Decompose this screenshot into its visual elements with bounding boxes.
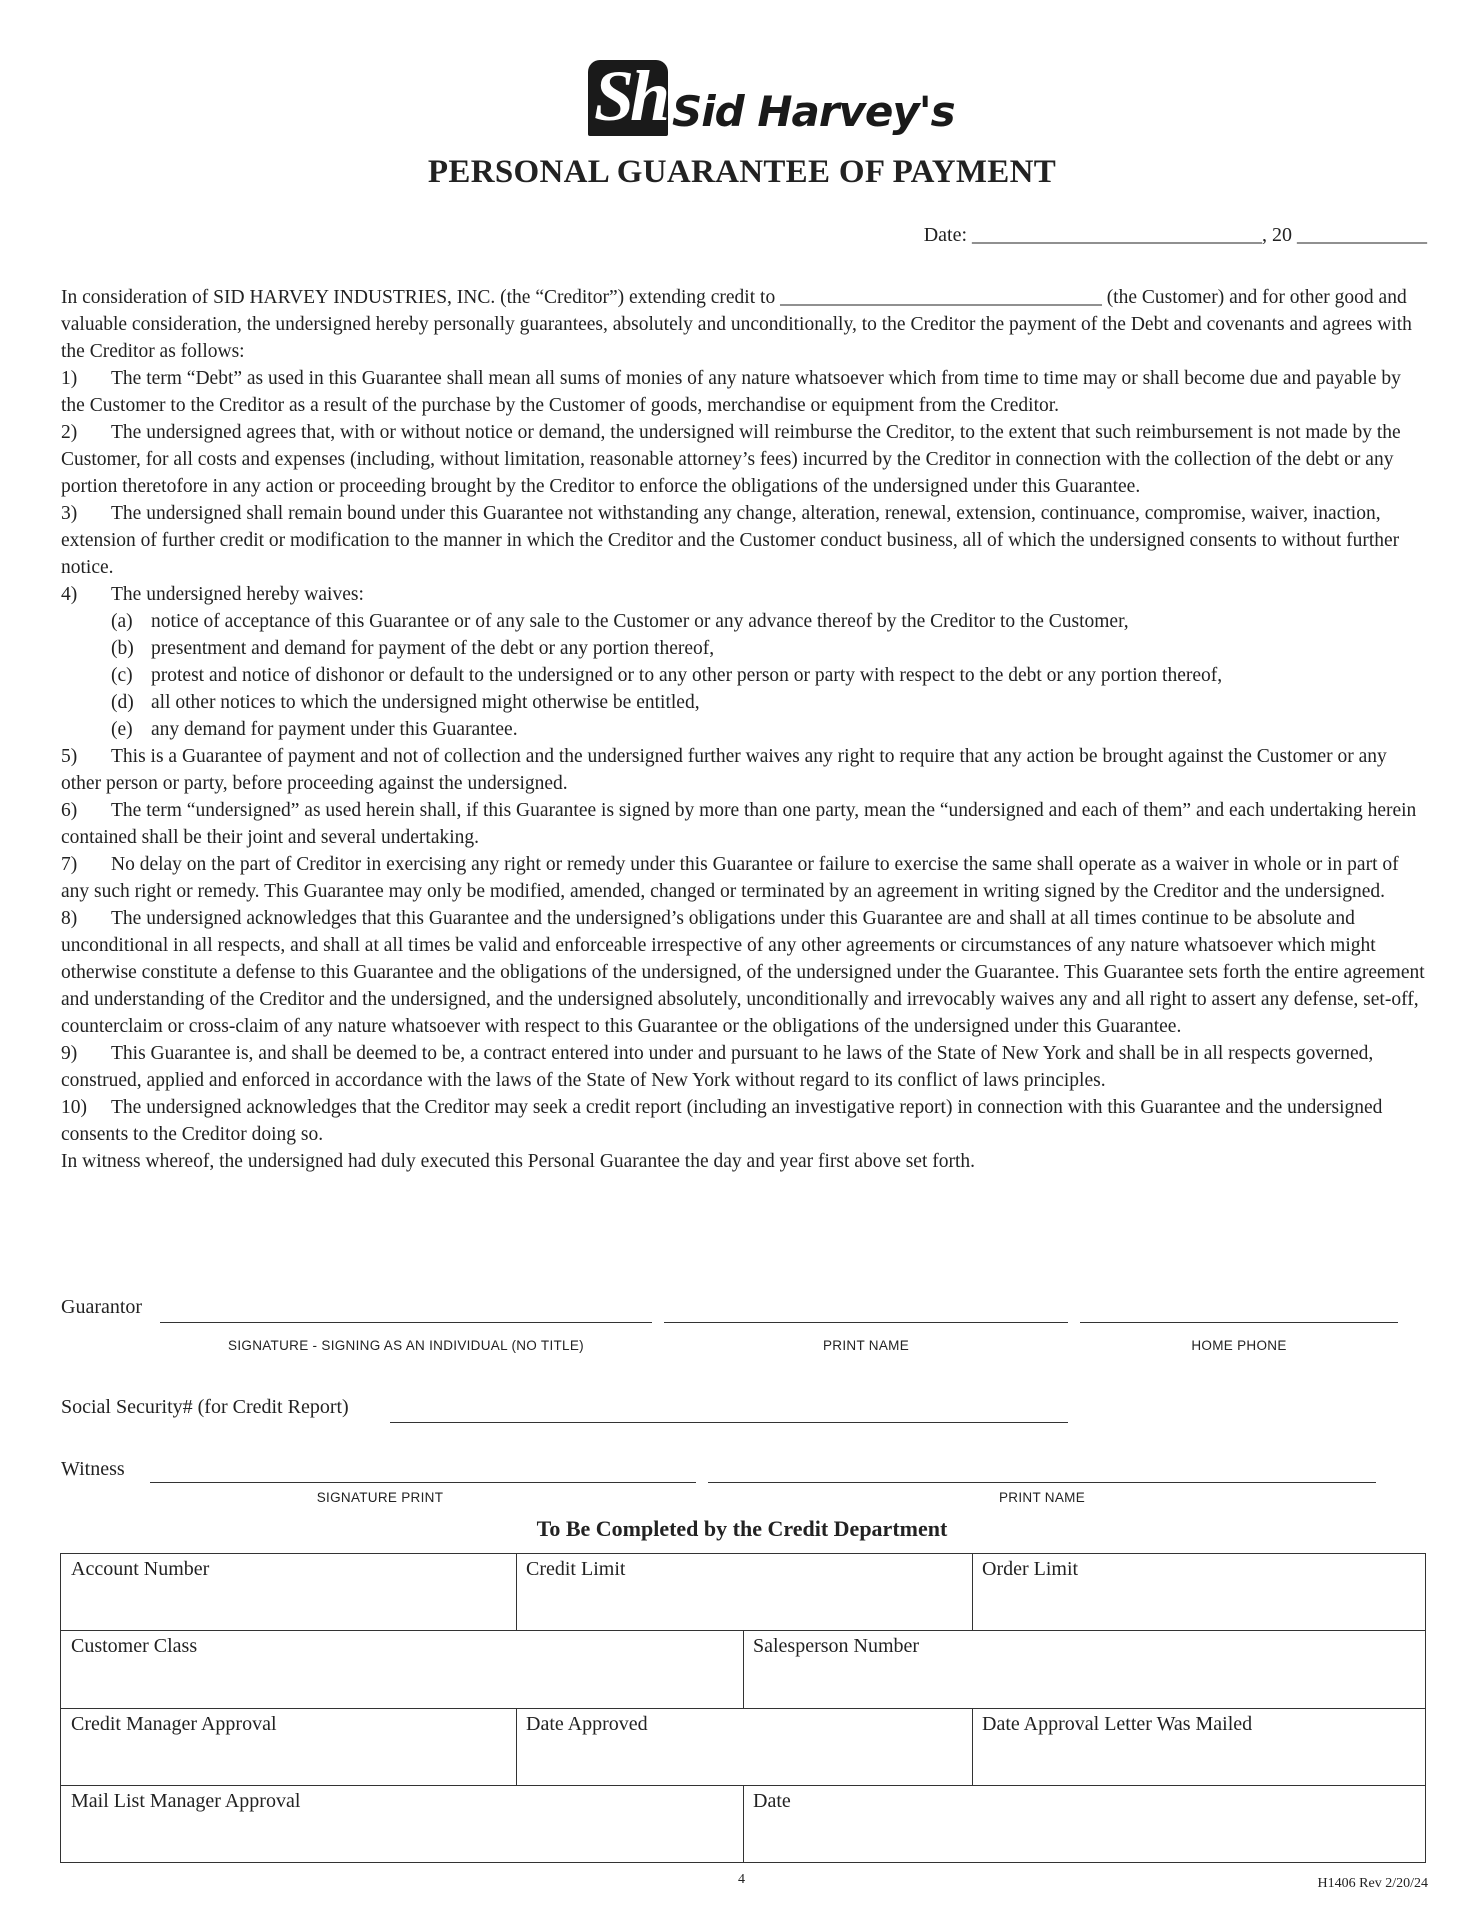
- credit-manager-approval-field[interactable]: [61, 1709, 516, 1785]
- date-approved-label: Date Approved: [526, 1713, 648, 1735]
- date-label: Date: [753, 1790, 791, 1812]
- mail-list-manager-approval-field[interactable]: [61, 1786, 743, 1862]
- guarantee-body: [61, 284, 1427, 1175]
- waiver-item: [61, 689, 1427, 716]
- credit-department-title: To Be Completed by the Credit Department: [536, 1516, 948, 1541]
- witness-print-name-line[interactable]: [708, 1482, 1376, 1483]
- date-letter-mailed-label: Date Approval Letter Was Mailed: [982, 1713, 1253, 1735]
- mail-list-manager-approval-label: Mail List Manager Approval: [71, 1790, 301, 1812]
- witness-label: Witness: [61, 1458, 125, 1480]
- credit-manager-approval-label: Credit Manager Approval: [71, 1713, 277, 1735]
- waiver-text: notice of acceptance of this Guarantee or of any sale to the Customer or any advance thereof by the Creditor to the Customer,: [151, 611, 1129, 632]
- clause-number: 10): [61, 1097, 87, 1118]
- waiver-label: (b): [111, 638, 134, 659]
- clause-number: 1): [61, 368, 78, 389]
- clause: [61, 797, 1427, 851]
- account-number-field[interactable]: [61, 1554, 516, 1630]
- waiver-item: [61, 716, 1427, 743]
- guarantor-home-phone-caption: HOME PHONE: [1191, 1338, 1287, 1353]
- waiver-item: [61, 662, 1427, 689]
- waiver-label: (d): [111, 692, 134, 713]
- clause: [61, 500, 1427, 581]
- order-limit-field[interactable]: [972, 1554, 1425, 1630]
- clause-number: 5): [61, 746, 78, 767]
- clause: [61, 851, 1427, 905]
- guarantor-label: Guarantor: [61, 1296, 143, 1318]
- credit-department-table: [60, 1553, 1426, 1863]
- witness-clause: In witness whereof, the undersigned had duly executed this Personal Guarantee the day and year first above set forth.: [61, 1151, 976, 1172]
- logo-text: Sid Harvey's: [672, 87, 955, 136]
- logo-mark-text: Sh: [594, 56, 667, 136]
- waiver-label: (e): [111, 719, 133, 740]
- clause-text: The term “undersigned” as used herein shall, if this Guarantee is signed by more than one party, mean the “undersigned and each of them” and each undertaking herein contained shall be their joint and several undertaking.: [61, 800, 1417, 848]
- clause-text: This Guarantee is, and shall be deemed to be, a contract entered into under and pursuant to he laws of the State of New York and shall be in all respects governed, construed, applied and enforced in accordance with the laws of the State of New York without regard to its conflict of laws principles.: [61, 1043, 1374, 1091]
- account-number-label: Account Number: [71, 1558, 210, 1580]
- witness-signature-line[interactable]: [150, 1482, 696, 1483]
- page-title: PERSONAL GUARANTEE OF PAYMENT: [427, 154, 1057, 190]
- clause-number: 9): [61, 1043, 78, 1064]
- customer-class-label: Customer Class: [71, 1635, 198, 1657]
- guarantor-print-name-line[interactable]: [664, 1322, 1068, 1323]
- waiver-label: (c): [111, 665, 133, 686]
- guarantor-signature-line[interactable]: [160, 1322, 652, 1323]
- waiver-label: (a): [111, 611, 133, 632]
- clause-text: This is a Guarantee of payment and not of collection and the undersigned further waives any right to require that any action be brought against the Customer or any other person or party, before proceeding against the undersigned.: [61, 746, 1387, 794]
- guarantor-home-phone-line[interactable]: [1080, 1322, 1398, 1323]
- clause-number: 7): [61, 854, 78, 875]
- witness-signature-caption: SIGNATURE PRINT: [316, 1490, 444, 1505]
- clause-number: 2): [61, 422, 78, 443]
- clause-number: 8): [61, 908, 78, 929]
- ssn-label: Social Security# (for Credit Report): [61, 1396, 349, 1418]
- salesperson-number-label: Salesperson Number: [753, 1635, 920, 1657]
- order-limit-label: Order Limit: [982, 1558, 1079, 1580]
- date-letter-mailed-field[interactable]: [972, 1709, 1425, 1785]
- clause: [61, 581, 1427, 608]
- waiver-item: [61, 608, 1427, 635]
- witness-print-name-caption: PRINT NAME: [998, 1490, 1085, 1505]
- date-line: Date: _____________________________, 20 _____________: [923, 224, 1427, 246]
- ssn-line[interactable]: [390, 1422, 1068, 1423]
- company-logo: [588, 56, 955, 138]
- clause-number: 3): [61, 503, 78, 524]
- clause-text: The term “Debt” as used in this Guarantee shall mean all sums of monies of any nature whatsoever which from time to time may or shall become due and payable by the Customer to the Creditor as a result of the purchase by the Customer of goods, merchandise or equipment from the Creditor.: [61, 368, 1401, 416]
- clause-text: The undersigned shall remain bound under this Guarantee not withstanding any change, alteration, renewal, extension, continuance, compromise, waiver, inaction, extension of further credit or modification to the manner in which the Creditor and the Customer conduct business, all of which the undersigned consents to without further notice.: [61, 503, 1400, 578]
- date-field[interactable]: [743, 1786, 1425, 1862]
- waiver-text: all other notices to which the undersigned might otherwise be entitled,: [151, 692, 700, 713]
- waiver-item: [61, 635, 1427, 662]
- guarantor-signature-caption: SIGNATURE - SIGNING AS AN INDIVIDUAL (NO TITLE): [228, 1338, 584, 1353]
- salesperson-number-field[interactable]: [743, 1631, 1425, 1708]
- form-revision: H1406 Rev 2/20/24: [1317, 1876, 1428, 1891]
- clause-text: No delay on the part of Creditor in exercising any right or remedy under this Guarantee or failure to exercise the same shall operate as a waiver in whole or in part of any such right or remedy. This Guarantee may only be modified, amended, changed or terminated by an agreement in writing signed by the Creditor and the undersigned.: [61, 854, 1399, 902]
- credit-limit-label: Credit Limit: [526, 1558, 626, 1580]
- clause: [61, 419, 1427, 500]
- clause-text: The undersigned agrees that, with or without notice or demand, the undersigned will reimburse the Creditor, to the extent that such reimbursement is not made by the Customer, for all costs and expenses (including, without limitation, reasonable attorney’s fees) incurred by the Creditor in connection with the collection of the debt or any portion theretofore in any action or proceeding brought by the Creditor to enforce the obligations of the undersigned under this Guarantee.: [61, 422, 1401, 497]
- page-number: 4: [738, 1872, 745, 1887]
- clause: [61, 365, 1427, 419]
- clause: [61, 743, 1427, 797]
- clause-text: The undersigned hereby waives:: [111, 584, 364, 605]
- guarantor-print-name-caption: PRINT NAME: [822, 1338, 909, 1353]
- waiver-text: protest and notice of dishonor or default to the undersigned or to any other person or party with respect to the debt or any portion thereof,: [151, 665, 1223, 686]
- clause: [61, 1094, 1427, 1148]
- waiver-text: presentment and demand for payment of the debt or any portion thereof,: [151, 638, 715, 659]
- clause-number: 6): [61, 800, 78, 821]
- clause: [61, 1040, 1427, 1094]
- waiver-text: any demand for payment under this Guarantee.: [151, 719, 518, 740]
- date-approved-field[interactable]: [516, 1709, 972, 1785]
- clause-text: The undersigned acknowledges that this Guarantee and the undersigned’s obligations under this Guarantee are and shall at all times continue to be absolute and unconditional in all respects, and shall at all times be valid and enforceable irrespective of any other agreements or circumstances of any nature whatsoever which might otherwise constitute a defense to this Guarantee and the obligations of the undersigned, of the undersigned under the Guarantee. This Guarantee sets forth the entire agreement and understanding of the Creditor and the undersigned, and the undersigned absolutely, unconditionally and irrevocably waives any and all right to assert any defense, set-off, counterclaim or cross-claim of any nature whatsoever with respect to this Guarantee or the obligations of the undersigned under this Guarantee.: [61, 908, 1425, 1037]
- clause: [61, 905, 1427, 1040]
- credit-limit-field[interactable]: [516, 1554, 972, 1630]
- clause-text: The undersigned acknowledges that the Creditor may seek a credit report (including an investigative report) in connection with this Guarantee and the undersigned consents to the Creditor doing so.: [61, 1097, 1383, 1145]
- logo-mark: [588, 56, 668, 136]
- intro-paragraph: In consideration of SID HARVEY INDUSTRIES, INC. (the “Creditor”) extending credit to _________________________________ (the Customer) and for other good and valuable consideration, the undersigned hereby personally guarantees, absolutely and unconditionally, to the Creditor the payment of the Debt and covenants and agrees with the Creditor as follows:: [61, 287, 1412, 362]
- customer-class-field[interactable]: [61, 1631, 743, 1708]
- clause-number: 4): [61, 584, 78, 605]
